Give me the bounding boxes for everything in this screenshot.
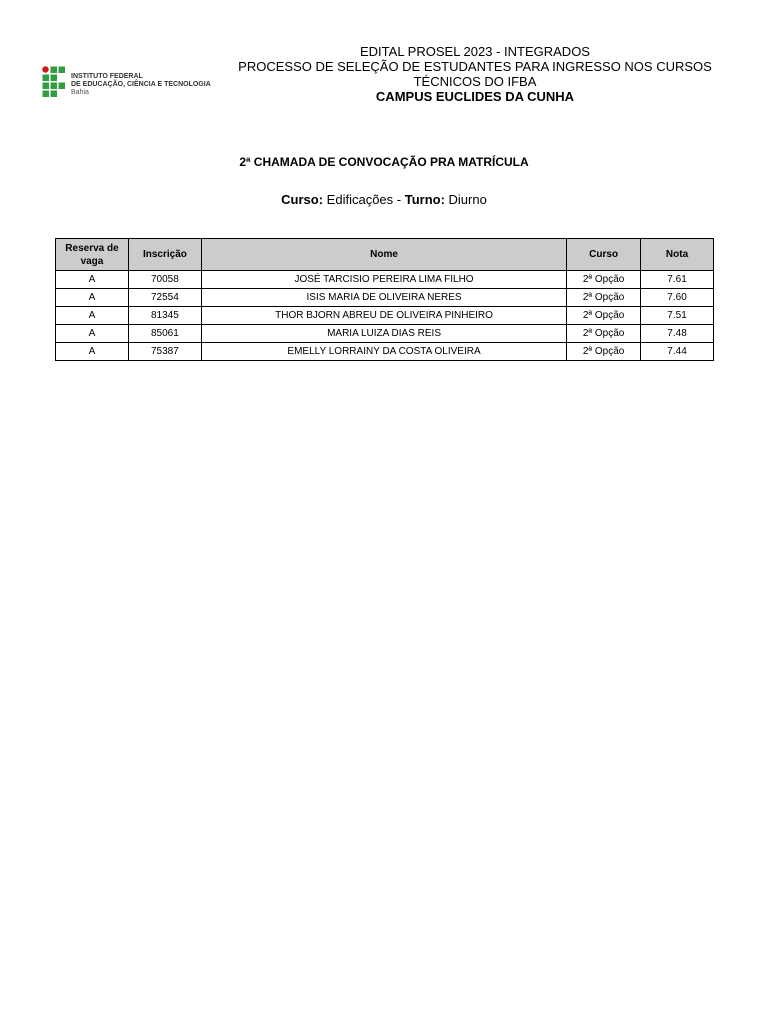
results-table [55,238,714,361]
header-reserva: Reserva de vaga [56,239,129,271]
cell-nome: MARIA LUIZA DIAS REIS [201,325,566,343]
ifba-logo [42,66,217,102]
course-separator: - [393,192,405,207]
table-header-row [56,239,714,271]
cell-curso: 2ª Opção [567,271,641,289]
table-row [56,307,714,325]
cell-nota: 7.48 [641,325,714,343]
table-row [56,343,714,361]
document-header [230,44,720,104]
cell-nome: JOSÉ TARCISIO PEREIRA LIMA FILHO [201,271,566,289]
table-row [56,325,714,343]
header-line-1: EDITAL PROSEL 2023 - INTEGRADOS [360,44,590,59]
header-line-2: PROCESSO DE SELEÇÃO DE ESTUDANTES PARA INGRESSO NOS CURSOS [238,59,712,74]
cell-reserva: A [56,325,129,343]
cell-curso: 2ª Opção [567,343,641,361]
shift-label: Turno: [404,192,445,207]
cell-curso: 2ª Opção [567,289,641,307]
logo-text [71,73,221,97]
cell-reserva: A [56,343,129,361]
cell-reserva: A [56,289,129,307]
header-line-3: TÉCNICOS DO IFBA [413,74,537,89]
header-curso: Curso [567,239,641,271]
cell-nota: 7.60 [641,289,714,307]
table-row [56,271,714,289]
course-value: Edificações [326,192,394,207]
cell-nome: EMELLY LORRAINY DA COSTA OLIVEIRA [201,343,566,361]
header-nome: Nome [201,239,566,271]
campus-name: CAMPUS EUCLIDES DA CUNHA [375,89,575,104]
cell-curso: 2ª Opção [567,325,641,343]
logo-line-1: INSTITUTO FEDERAL [71,73,143,80]
cell-reserva: A [56,307,129,325]
shift-value: Diurno [448,192,487,207]
header-nota: Nota [641,239,714,271]
header-inscricao: Inscrição [128,239,201,271]
cell-inscricao: 70058 [128,271,201,289]
cell-inscricao: 85061 [128,325,201,343]
cell-nota: 7.51 [641,307,714,325]
call-title: 2ª CHAMADA DE CONVOCAÇÃO PRA MATRÍCULA [239,155,529,169]
table-row [56,289,714,307]
ifba-logo-mark [42,66,66,97]
cell-nome: THOR BJORN ABREU DE OLIVEIRA PINHEIRO [201,307,566,325]
logo-line-2: DE EDUCAÇÃO, CIÊNCIA E TECNOLOGIA [71,81,211,88]
cell-curso: 2ª Opção [567,307,641,325]
cell-inscricao: 72554 [128,289,201,307]
logo-red-dot [42,66,48,72]
cell-inscricao: 81345 [128,307,201,325]
cell-nota: 7.44 [641,343,714,361]
course-line [0,192,768,207]
cell-reserva: A [56,271,129,289]
cell-nome: ISIS MARIA DE OLIVEIRA NERES [201,289,566,307]
cell-inscricao: 75387 [128,343,201,361]
course-label: Curso: [281,192,324,207]
logo-line-3: Bahia [71,89,89,96]
cell-nota: 7.61 [641,271,714,289]
